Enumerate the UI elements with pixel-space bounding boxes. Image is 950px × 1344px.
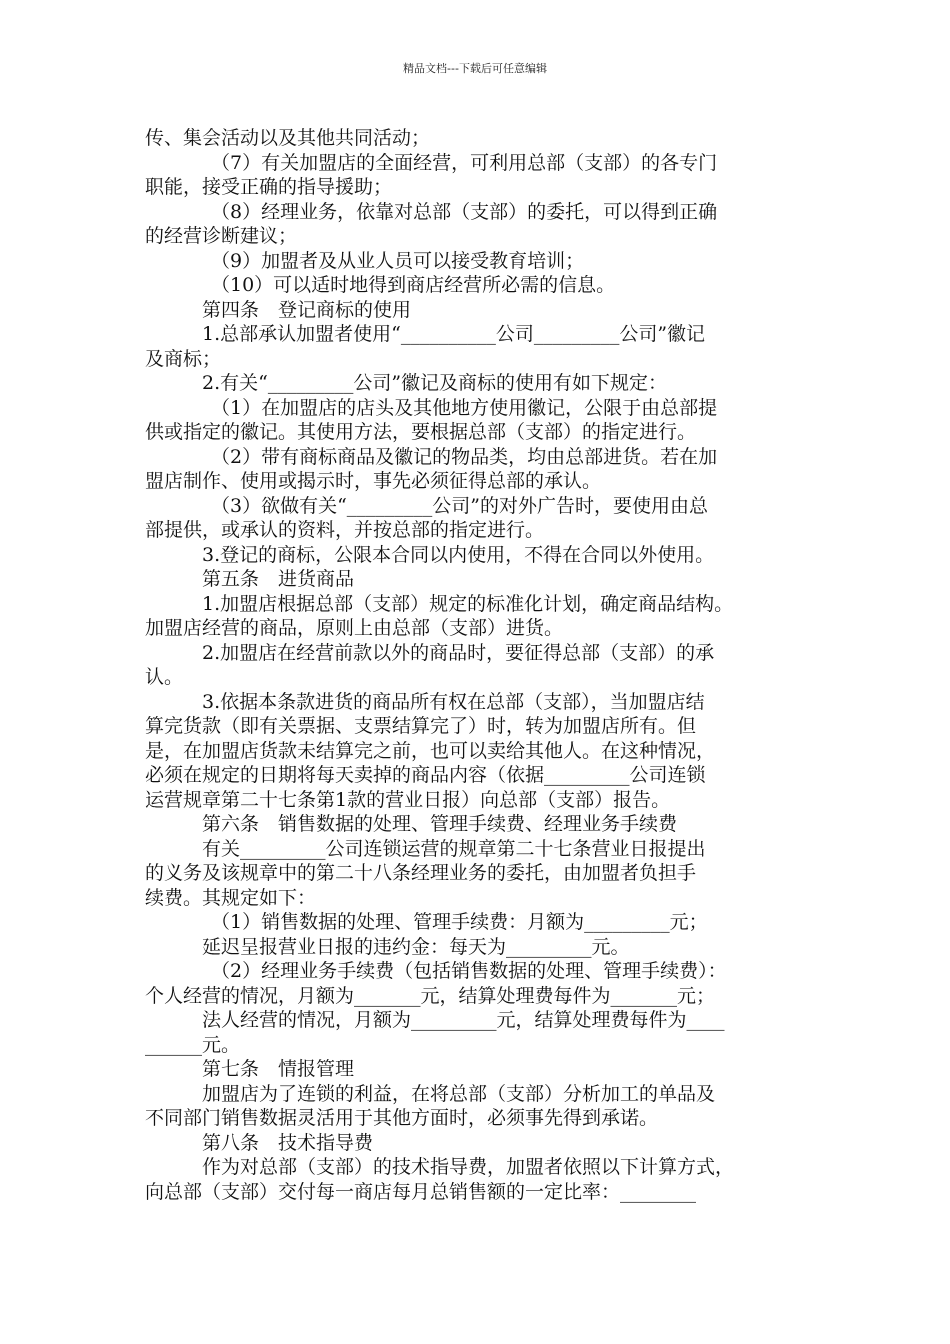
text-line: 第八条 技术指导费 xyxy=(202,1131,374,1154)
text-line: 的义务及该规章中的第二十八条经理业务的委托，由加盟者负担手 xyxy=(145,862,697,884)
text-line: 认。 xyxy=(145,666,184,688)
text-line: 运营规章第二十七条第1款的营业日报）向总部（支部）报告。 xyxy=(145,788,671,811)
text-line: （8）经理业务，依靠对总部（支部）的委托，可以得到正确 xyxy=(211,200,718,223)
text-line: （2）经理业务手续费（包括销售数据的处理、管理手续费）： xyxy=(211,960,727,982)
text-line: 传、集会活动以及其他共同活动； xyxy=(145,127,431,149)
document-body xyxy=(145,126,807,1204)
text-line: 延迟呈报营业日报的违约金：每天为_________元。 xyxy=(202,935,630,958)
text-line: 必须在规定的日期将每天卖掉的商品内容（依据_________公司连锁 xyxy=(145,764,706,786)
text-line: 不同部门销售数据灵活用于其他方面时，必须事先得到承诺。 xyxy=(145,1107,659,1129)
text-line: 部提供，或承认的资料，并按总部的指定进行。 xyxy=(145,519,545,541)
text-line: （1）在加盟店的店头及其他地方使用徽记，公限于由总部提 xyxy=(211,396,718,419)
text-line: 算完货款（即有关票据、支票结算完了）时，转为加盟店所有。但 xyxy=(145,715,697,737)
text-line: 加盟店为了连锁的利益，在将总部（支部）分析加工的单品及 xyxy=(202,1082,716,1105)
text-line: （3）欲做有关“_________公司”的对外广告时，要使用由总 xyxy=(211,494,709,517)
text-line: （1）销售数据的处理、管理手续费：月额为_________元； xyxy=(211,911,708,933)
text-line: 个人经营的情况，月额为_______元，结算处理费每件为_______元； xyxy=(145,984,716,1007)
text-line: 2.有关“_________公司”徽记及商标的使用有如下规定： xyxy=(202,372,668,394)
text-line: 2.加盟店在经营前款以外的商品时，要征得总部（支部）的承 xyxy=(202,641,715,664)
text-line: 3.依据本条款进货的商品所有权在总部（支部），当加盟店结 xyxy=(202,690,705,713)
text-line: （9）加盟者及从业人员可以接受教育培训； xyxy=(211,249,585,272)
text-line: （10）可以适时地得到商店经营所必需的信息。 xyxy=(211,274,616,296)
text-line: 供或指定的徽记。其使用方法，要根据总部（支部）的指定进行。 xyxy=(145,421,697,443)
text-line: 第五条 进货商品 xyxy=(202,568,355,590)
text-line: 续费。其规定如下： xyxy=(145,886,317,909)
text-line: 是，在加盟店货款未结算完之前，也可以卖给其他人。在这种情况， xyxy=(145,739,716,762)
text-line: 盟店制作、使用或揭示时，事先必须征得总部的承认。 xyxy=(145,470,602,492)
text-line: 法人经营的情况，月额为_________元，结算处理费每件为____ xyxy=(202,1009,725,1031)
text-line: 的经营诊断建议； xyxy=(145,225,298,247)
page-header: 精品文档---下载后可任意编辑 xyxy=(403,62,547,75)
text-line: 加盟店经营的商品，原则上由总部（支部）进货。 xyxy=(145,617,564,639)
text-line: 第六条 销售数据的处理、管理手续费、经理业务手续费 xyxy=(202,813,678,835)
text-line: 作为对总部（支部）的技术指导费，加盟者依照以下计算方式， xyxy=(202,1156,735,1178)
text-line: ______元。 xyxy=(145,1033,241,1056)
text-line: 职能，接受正确的指导援助； xyxy=(145,176,393,198)
text-line: 1.总部承认加盟者使用“__________公司_________公司”徽记 xyxy=(202,323,706,345)
text-line: 3.登记的商标，公限本合同以内使用，不得在合同以外使用。 xyxy=(202,543,715,566)
text-line: 第四条 登记商标的使用 xyxy=(202,298,412,321)
text-line: 有关_________公司连锁运营的规章第二十七条营业日报提出 xyxy=(202,837,706,860)
text-line: 及商标； xyxy=(145,347,222,370)
text-line: （2）带有商标商品及徽记的物品类，均由总部进货。若在加 xyxy=(211,445,718,468)
text-line: 向总部（支部）交付每一商店每月总销售额的一定比率：________ xyxy=(145,1180,697,1203)
text-line: （7）有关加盟店的全面经营，可利用总部（支部）的各专门 xyxy=(211,151,718,174)
text-line: 第七条 情报管理 xyxy=(202,1058,355,1080)
text-line: 1.加盟店根据总部（支部）规定的标准化计划，确定商品结构。 xyxy=(202,592,734,615)
